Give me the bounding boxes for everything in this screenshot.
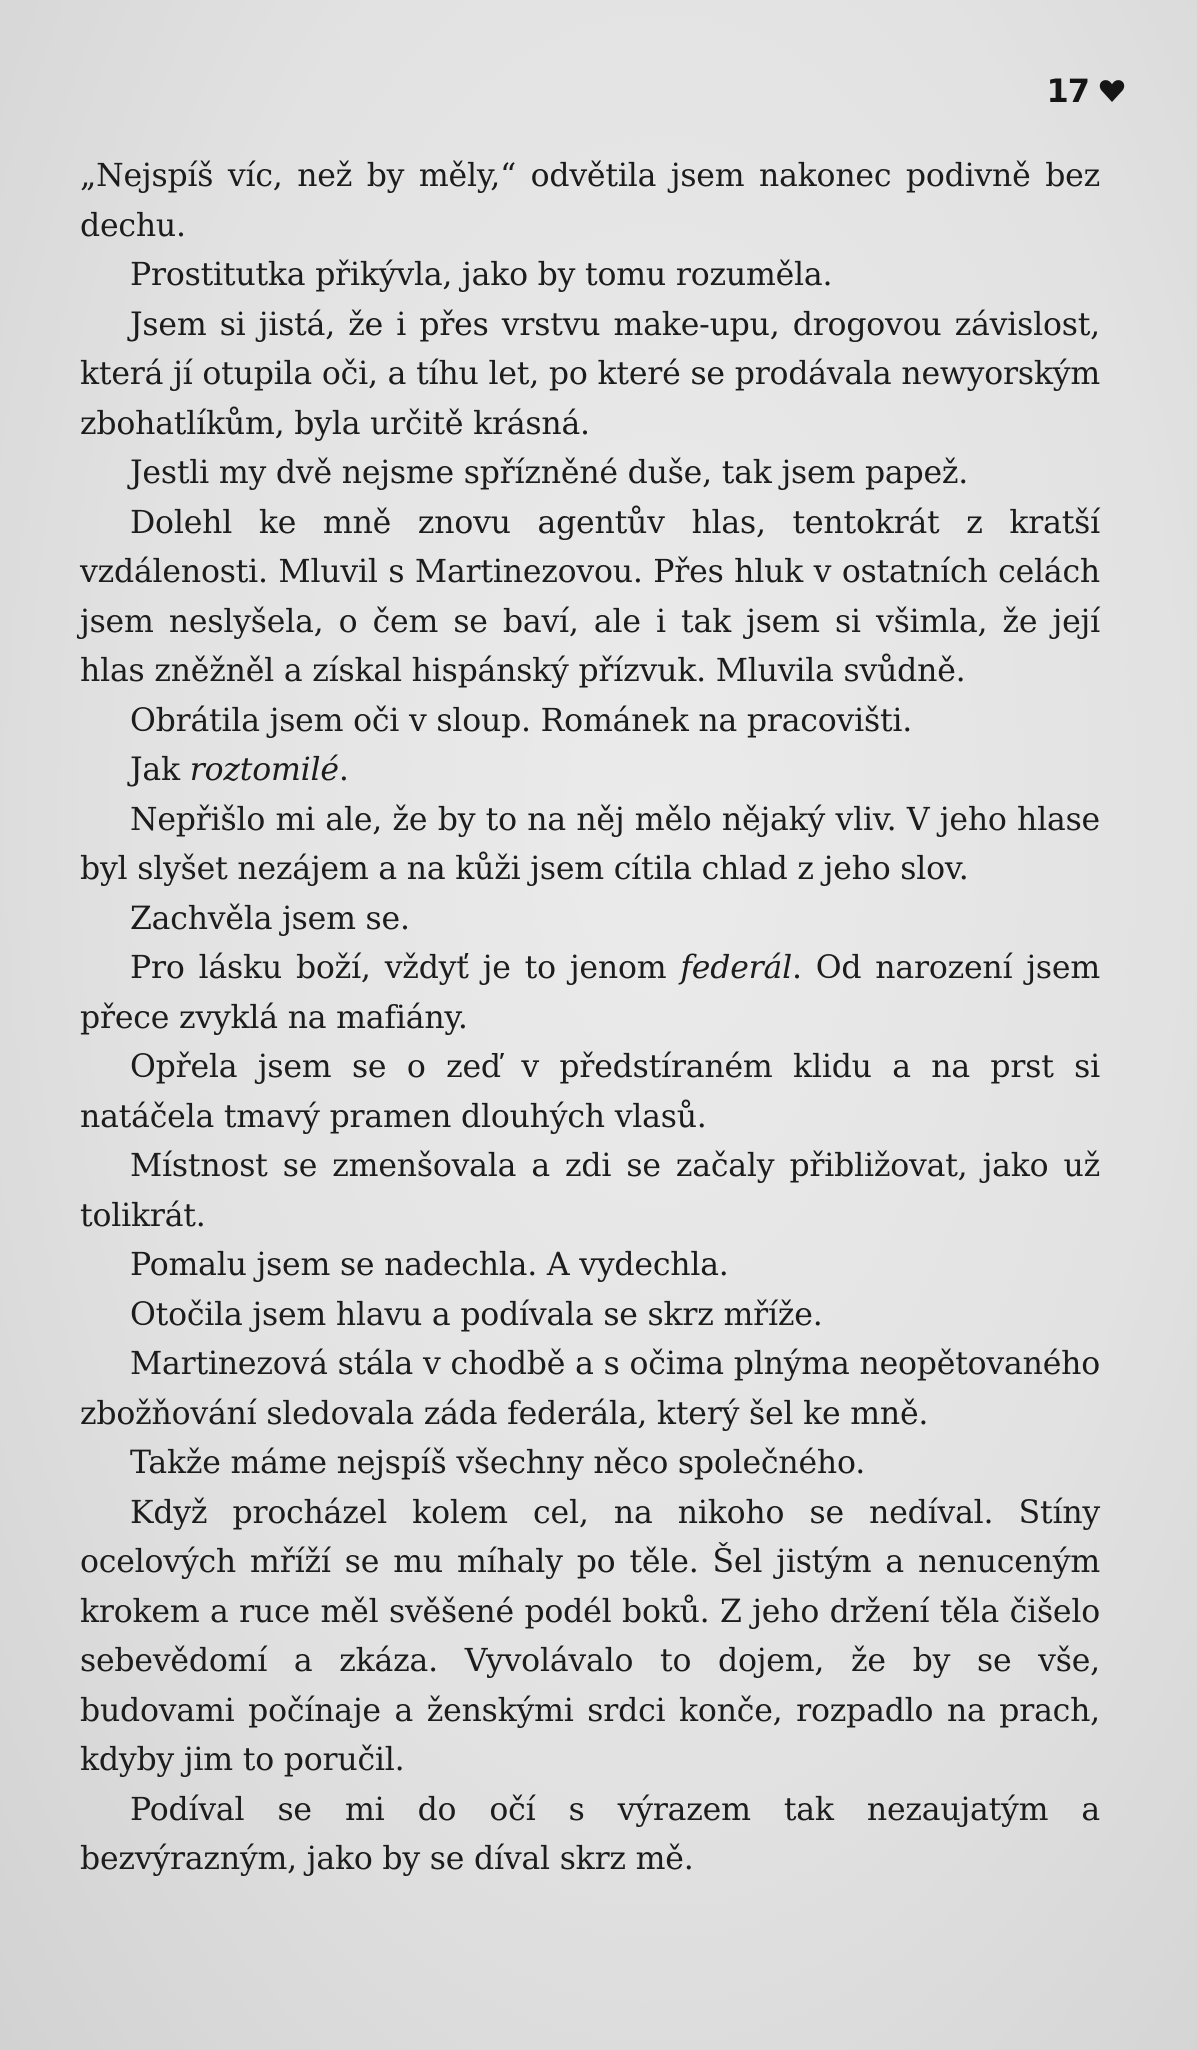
paragraph-text: Jak	[130, 752, 190, 788]
paragraph: Takže máme nejspíš všechny něco společného.	[130, 1445, 866, 1481]
paragraph: Prostitutka přikývla, jako by tomu rozuměla.	[130, 257, 833, 293]
paragraph: Otočila jsem hlavu a podívala se skrz mříže.	[130, 1296, 823, 1333]
paragraph: Nepřišlo mi ale, že by to na něj mělo nějaký vliv. V jeho hlase byl slyšet nezájem a na kůži jsem cítila chlad z jeho slov.	[80, 801, 1100, 887]
paragraph-text: . Od narození jsem přece zvyklá na mafiány.	[80, 950, 1100, 1036]
paragraph	[80, 746, 1100, 796]
heart-icon	[1099, 79, 1125, 103]
italic-text: roztomilé	[189, 752, 339, 788]
paragraph: Martinezová stála v chodbě a s očima plnýma neopětovaného zbožňování sledovala záda federála, který šel ke mně.	[80, 1346, 1100, 1432]
paragraph: Podíval se mi do očí s výrazem tak nezaujatým a bezvýrazným, jako by se díval skrz mě.	[80, 1791, 1100, 1877]
paragraph: Zachvěla jsem se.	[130, 900, 410, 937]
paragraph: Opřela jsem se o zeď v předstíraném klidu a na prst si natáčela tmavý pramen dlouhých vlasů.	[80, 1049, 1100, 1135]
paragraph: „Nejspíš víc, než by měly,“ odvětila jsem nakonec podivně bez dechu.	[80, 158, 1100, 244]
body-text	[80, 152, 1100, 1885]
paragraph-text: .	[338, 752, 349, 788]
paragraph: Jsem si jistá, že i přes vrstvu make-upu, drogovou závislost, která jí otupila oči, a tíhu let, po které se prodávala newyorským zbohatlíkům, byla určitě krásná.	[80, 306, 1100, 442]
page-number: 17	[1046, 72, 1089, 110]
paragraph: Když procházel kolem cel, na nikoho se nedíval. Stíny ocelových mříží se mu míhaly po těle. Šel jistým a nenuceným krokem a ruce měl svěšené podél boků. Z jeho držení těla čišelo sebevědomí a zkáza. Vyvolávalo to dojem, že by se vše, budovami počínaje a ženskými srdci konče, rozpadlo na prach, kdyby jim to poručil.	[80, 1494, 1100, 1778]
paragraph: Místnost se zmenšovala a zdi se začaly přibližovat, jako už tolikrát.	[80, 1148, 1100, 1234]
paragraph: Dolehl ke mně znovu agentův hlas, tentokrát z kratší vzdálenosti. Mluvil s Martinezovou. Přes hluk v ostatních celách jsem neslyšela, o čem se baví, ale i tak jsem si všimla, že její hlas zněžněl a získal hispánský přízvuk. Mluvila svůdně.	[80, 504, 1100, 689]
italic-text: federál	[680, 950, 792, 986]
paragraph	[80, 944, 1100, 1043]
page-header	[1046, 72, 1125, 110]
paragraph: Pomalu jsem se nadechla. A vydechla.	[130, 1247, 729, 1283]
paragraph-text: Pro lásku boží, vždyť je to jenom	[130, 950, 681, 986]
paragraph: Obrátila jsem oči v sloup. Románek na pracovišti.	[130, 702, 913, 739]
paragraph: Jestli my dvě nejsme spřízněné duše, tak jsem papež.	[130, 455, 969, 491]
